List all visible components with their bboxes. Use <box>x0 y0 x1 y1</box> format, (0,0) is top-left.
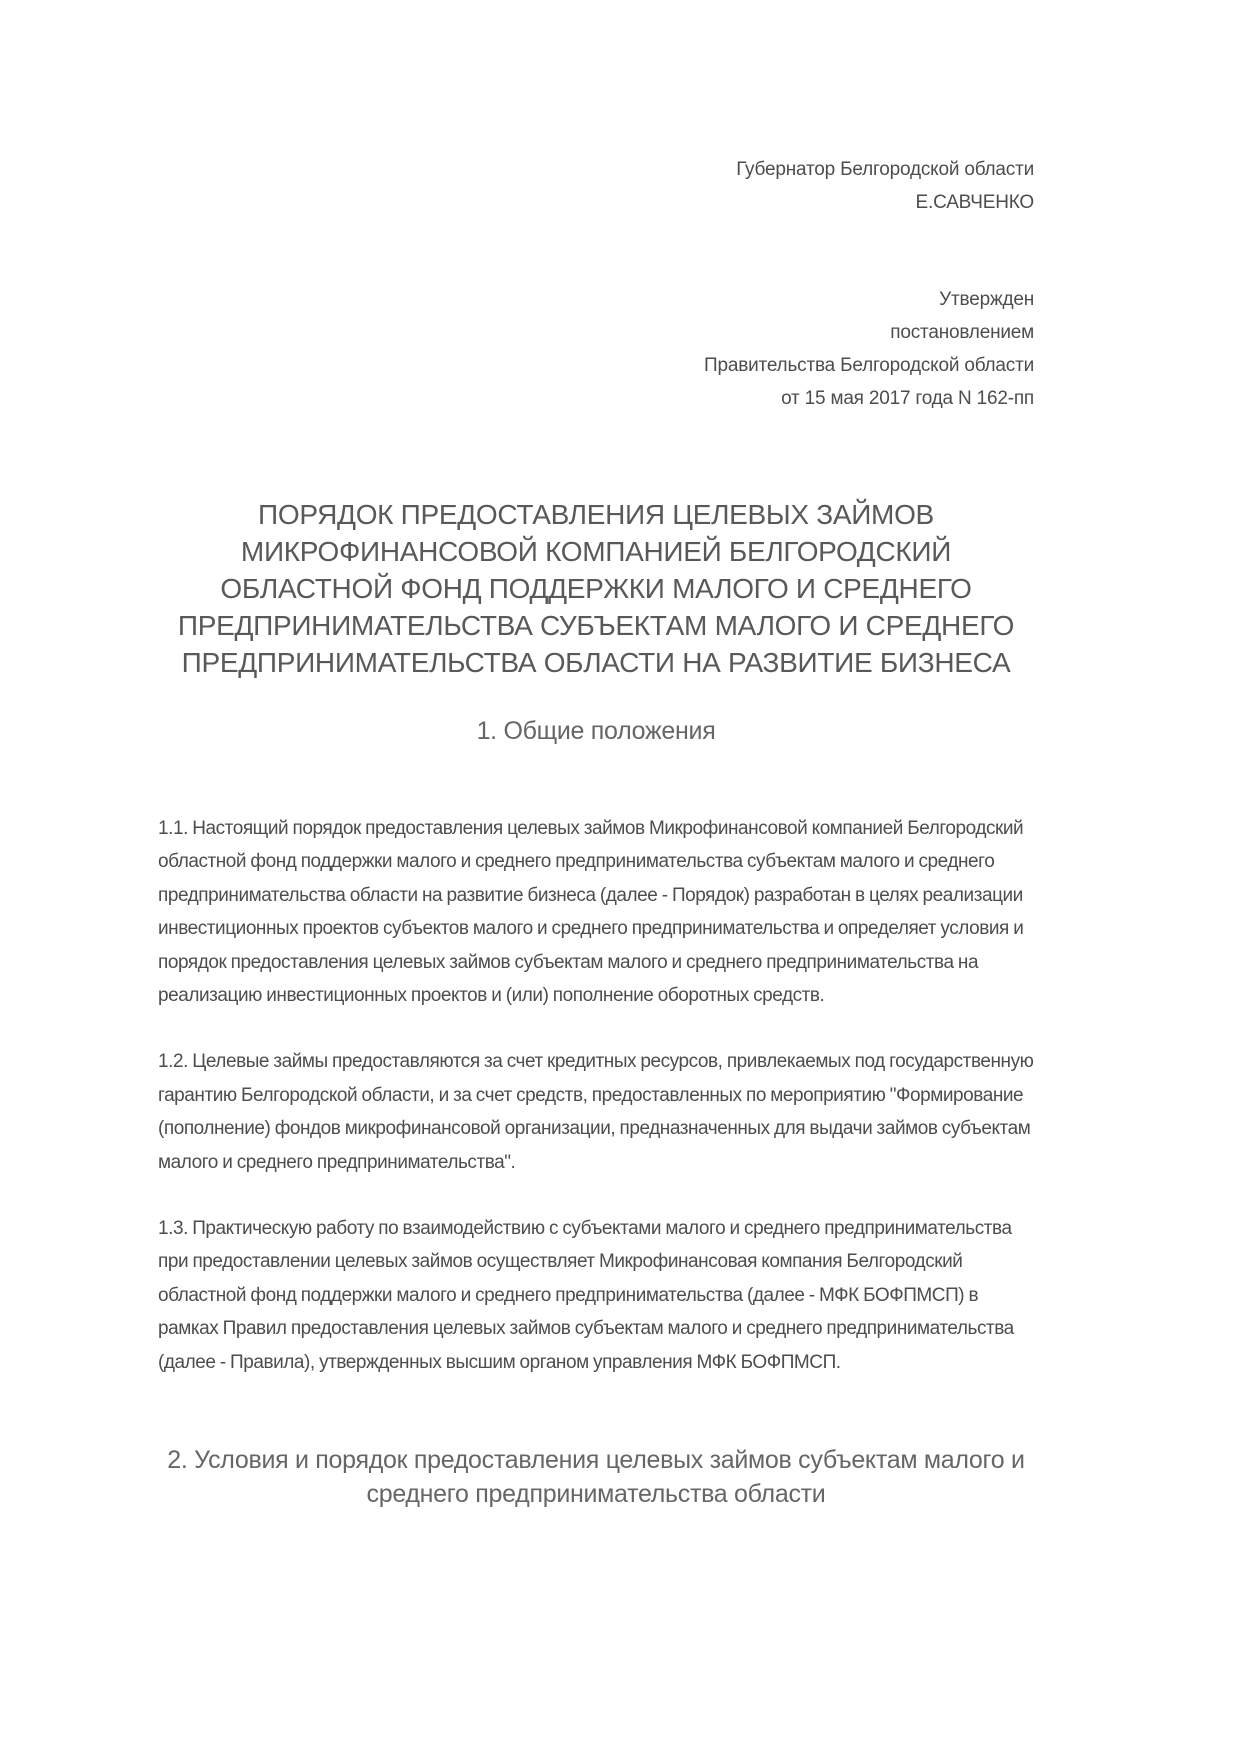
document-title: ПОРЯДОК ПРЕДОСТАВЛЕНИЯ ЦЕЛЕВЫХ ЗАЙМОВ МИКРОФИНАНСОВОЙ КОМПАНИЕЙ БЕЛГОРОДСКИЙ ОБЛАСТНОЙ ФОНД ПОДДЕРЖКИ МАЛОГО И СРЕДНЕГО ПРЕДПРИНИМАТЕЛЬСТВА СУБЪЕКТАМ МАЛОГО И СРЕДНЕГО ПРЕДПРИНИМАТЕЛЬСТВА ОБЛАСТИ НА РАЗВИТИЕ БИЗНЕСА <box>177 499 1015 678</box>
signature-name-line: Е.САВЧЕНКО <box>915 192 1034 213</box>
section-1-body <box>158 812 1034 1379</box>
paragraph-1-3: 1.3. Практическую работу по взаимодействию с субъектами малого и среднего предпринимательства при предоставлении целевых займов осуществляет Микрофинансовая компания Белгородский областной фонд поддержки малого и среднего предпринимательства (далее - МФК БОФПМСП) в рамках Правил предоставления целевых займов субъектам малого и среднего предпринимательства (далее - Правила), утвержденных высшим органом управления МФК БОФПМСП. <box>158 1218 1014 1373</box>
approval-line-1: Утвержден <box>939 289 1034 310</box>
section-2-heading: 2. Условия и порядок предоставления целевых займов субъектам малого и среднего предпринимательства области <box>167 1446 1025 1509</box>
paragraph-1-2: 1.2. Целевые займы предоставляются за счет кредитных ресурсов, привлекаемых под государственную гарантию Белгородской области, и за счет средств, предоставленных по мероприятию "Формирование (пополнение) фондов микрофинансовой организации, предназначенных для выдачи займов субъектам малого и среднего предпринимательства". <box>158 1051 1034 1173</box>
signature-title-line: Губернатор Белгородской области <box>736 159 1034 180</box>
signature-block <box>158 153 1034 219</box>
approval-block <box>158 283 1034 415</box>
approval-line-3: Правительства Белгородской области <box>704 355 1034 376</box>
approval-line-2: постановлением <box>890 322 1034 343</box>
paragraph-1-1: 1.1. Настоящий порядок предоставления целевых займов Микрофинансовой компанией Белгородский областной фонд поддержки малого и среднего предпринимательства субъектам малого и среднего предпринимательства области на развитие бизнеса (далее - Порядок) разработан в целях реализации инвестиционных проектов субъектов малого и среднего предпринимательства и определяет условия и порядок предоставления целевых займов субъектам малого и среднего предпринимательства на реализацию инвестиционных проектов и (или) пополнение оборотных средств. <box>158 818 1024 1007</box>
section-1-heading: 1. Общие положения <box>476 717 716 745</box>
approval-line-4: от 15 мая 2017 года N 162-пп <box>781 388 1034 409</box>
